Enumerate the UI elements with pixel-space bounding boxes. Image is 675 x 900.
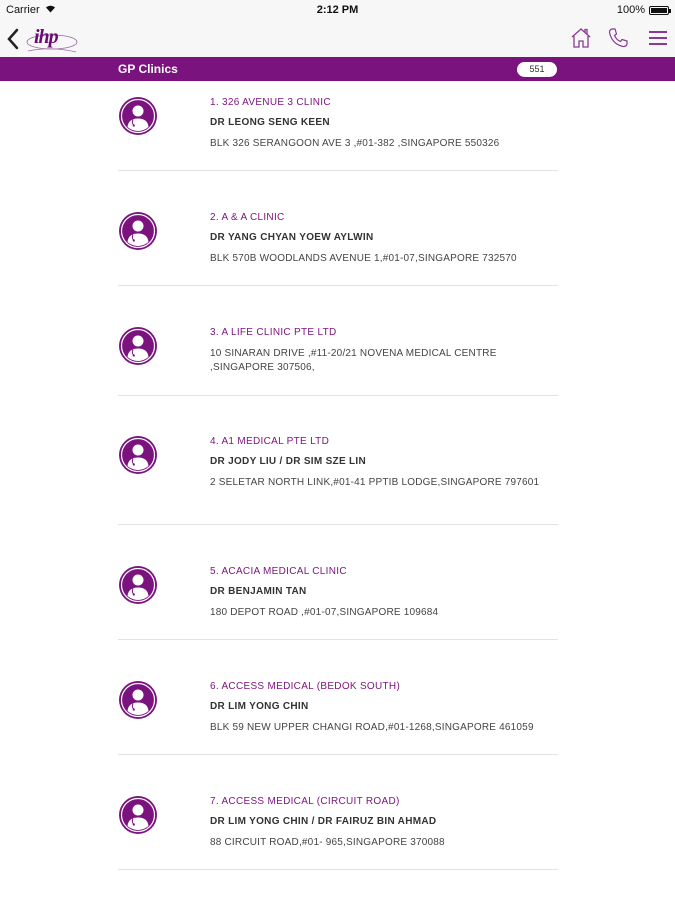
clinic-doctor: DR JODY LIU / DR SIM SZE LIN <box>210 456 367 467</box>
clinic-name: 1. 326 AVENUE 3 CLINIC <box>210 97 331 108</box>
clinic-details <box>210 566 560 620</box>
clinic-details <box>210 327 560 375</box>
status-time: 2:12 PM <box>316 4 359 16</box>
clinic-details <box>210 796 560 850</box>
battery-group <box>617 4 669 16</box>
logo-text: ihp <box>34 26 58 48</box>
clinic-list-item[interactable] <box>118 640 558 755</box>
home-icon[interactable] <box>569 26 593 50</box>
clinic-name: 4. A1 MEDICAL PTE LTD <box>210 436 330 447</box>
clinic-address: 88 CIRCUIT ROAD,#01- 965,SINGAPORE 370088 <box>210 837 445 848</box>
clinic-address: 10 SINARAN DRIVE ,#11-20/21 NOVENA MEDICAL CENTRE ,SINGAPORE 307506, <box>210 348 497 373</box>
clinic-address: BLK 326 SERANGOON AVE 3 ,#01-382 ,SINGAPORE 550326 <box>210 138 500 149</box>
status-bar <box>0 0 675 20</box>
clinic-name: 3. A LIFE CLINIC PTE LTD <box>210 327 337 338</box>
clinic-list-item[interactable] <box>118 755 558 870</box>
clinic-list-item[interactable] <box>118 171 558 286</box>
phone-icon[interactable] <box>606 26 630 50</box>
clinic-list-item[interactable] <box>118 81 558 171</box>
doctor-avatar-icon <box>118 795 158 835</box>
back-icon[interactable] <box>4 26 22 52</box>
clinic-address: BLK 59 NEW UPPER CHANGI ROAD,#01-1268,SINGAPORE 461059 <box>210 722 534 733</box>
battery-label: 100% <box>616 4 645 16</box>
clinic-details <box>210 681 560 735</box>
doctor-avatar-icon <box>118 211 158 251</box>
clinic-doctor: DR LEONG SENG KEEN <box>210 117 330 128</box>
count-badge: 551 <box>517 62 557 77</box>
clinic-details <box>210 97 560 151</box>
clinic-list-item[interactable] <box>118 525 558 640</box>
menu-icon[interactable] <box>646 26 670 50</box>
clinic-list-item[interactable] <box>118 286 558 396</box>
clinic-details <box>210 212 560 266</box>
section-header <box>0 57 675 81</box>
clinic-doctor: DR LIM YONG CHIN <box>210 701 309 712</box>
page-title: GP Clinics <box>118 62 178 76</box>
clinic-name: 5. ACACIA MEDICAL CLINIC <box>210 566 347 577</box>
clinic-doctor: DR LIM YONG CHIN / DR FAIRUZ BIN AHMAD <box>210 816 437 827</box>
clinic-address: 180 DEPOT ROAD ,#01-07,SINGAPORE 109684 <box>210 607 439 618</box>
doctor-avatar-icon <box>118 565 158 605</box>
nav-bar <box>0 20 675 57</box>
doctor-avatar-icon <box>118 680 158 720</box>
clinic-list-item[interactable] <box>118 396 558 525</box>
clinic-name: 2. A & A CLINIC <box>210 212 285 223</box>
clinic-doctor: DR BENJAMIN TAN <box>210 586 307 597</box>
battery-icon <box>649 6 669 15</box>
doctor-avatar-icon <box>118 435 158 475</box>
logo <box>24 22 78 56</box>
doctor-avatar-icon <box>118 326 158 366</box>
clinic-name: 7. ACCESS MEDICAL (CIRCUIT ROAD) <box>210 796 400 807</box>
clinic-address: BLK 570B WOODLANDS AVENUE 1,#01-07,SINGAPORE 732570 <box>210 253 517 264</box>
carrier-label: Carrier <box>6 4 40 16</box>
doctor-avatar-icon <box>118 96 158 136</box>
clinic-address: 2 SELETAR NORTH LINK,#01-41 PPTIB LODGE,SINGAPORE 797601 <box>210 477 540 488</box>
clinic-details <box>210 436 560 490</box>
clinic-doctor: DR YANG CHYAN YOEW AYLWIN <box>210 232 374 243</box>
clinic-name: 6. ACCESS MEDICAL (BEDOK SOUTH) <box>210 681 401 692</box>
